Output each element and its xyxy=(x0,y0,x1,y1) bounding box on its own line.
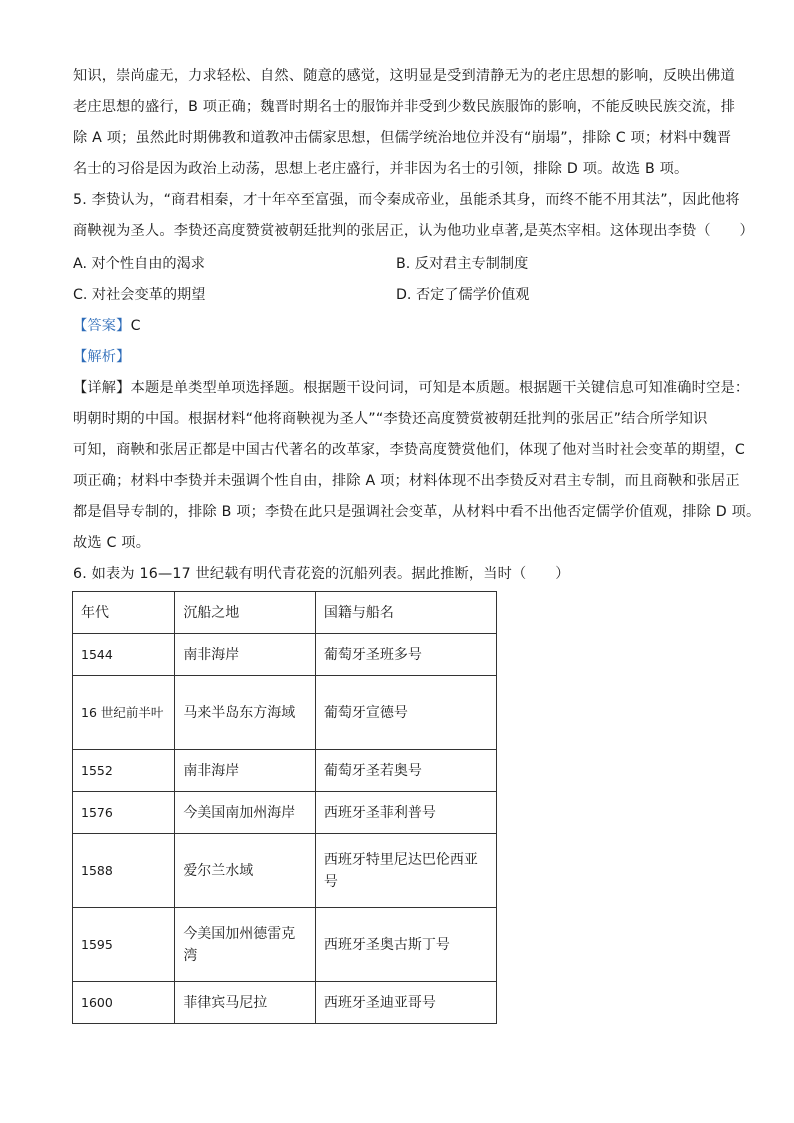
table-row xyxy=(73,676,497,750)
table-header-cell: 年代 xyxy=(73,592,175,634)
q5-detail-line: 故选 C 项。 xyxy=(73,535,151,551)
q5-option-a: A. 对个性自由的渴求 xyxy=(73,256,205,272)
table-row xyxy=(73,792,497,834)
analysis-continuation-line: 知识，崇尚虚无，力求轻松、自然、随意的感觉，这明显是受到清静无为的老庄思想的影响，反映出佛道 xyxy=(73,68,735,84)
table-cell-ship: 西班牙特里尼达巴伦西亚号 xyxy=(315,834,496,908)
q5-analysis-heading xyxy=(73,347,733,367)
table-cell-ship: 西班牙圣菲利普号 xyxy=(315,792,496,834)
q6-stem: 6. 如表为 16—17 世纪载有明代青花瓷的沉船列表。据此推断，当时（ ） xyxy=(73,566,570,582)
q5-answer xyxy=(73,316,733,336)
shipwreck-table xyxy=(72,591,497,1024)
table-cell-year: 16 世纪前半叶 xyxy=(73,676,175,750)
q5-option-c: C. 对社会变革的期望 xyxy=(73,287,206,303)
table-cell-ship: 西班牙圣奥古斯丁号 xyxy=(315,908,496,982)
table-cell-place: 爱尔兰水域 xyxy=(175,834,316,908)
table-cell-place: 南非海岸 xyxy=(175,634,316,676)
q5-detail-line: 都是倡导专制的，排除 B 项；李贽在此只是强调社会变革，从材料中看不出他否定儒学价值观，排除 D 项。 xyxy=(73,504,761,520)
analysis-continuation-line: 名士的习俗是因为政治上动荡，思想上老庄盛行，并非因为名士的引领，排除 D 项。故选 B 项。 xyxy=(73,161,689,177)
table-cell-year: 1600 xyxy=(73,982,175,1024)
analysis-continuation-line: 除 A 项；虽然此时期佛教和道教冲击儒家思想，但儒学统治地位并没有“崩塌”，排除 C 项；材料中魏晋 xyxy=(73,130,732,146)
q5-stem-line: 商鞅视为圣人。李贽还高度赞赏被朝廷批判的张居正，认为他功业卓著,是英杰宰相。这体现出李贽（ ） xyxy=(73,223,754,239)
table-row xyxy=(73,982,497,1024)
table-cell-place: 今美国南加州海岸 xyxy=(175,792,316,834)
table-cell-year: 1552 xyxy=(73,750,175,792)
table-header-cell: 国籍与船名 xyxy=(315,592,496,634)
table-cell-place: 南非海岸 xyxy=(175,750,316,792)
table-cell-ship: 葡萄牙圣班多号 xyxy=(315,634,496,676)
table-row xyxy=(73,908,497,982)
table-cell-year: 1588 xyxy=(73,834,175,908)
table-cell-ship: 葡萄牙宣德号 xyxy=(315,676,496,750)
table-cell-place: 菲律宾马尼拉 xyxy=(175,982,316,1024)
table-row xyxy=(73,750,497,792)
q5-detail-line: 项正确；材料中李贽并未强调个性自由，排除 A 项；材料体现不出李贽反对君主专制，而且商鞅和张居正 xyxy=(73,473,740,489)
table-cell-ship: 西班牙圣迪亚哥号 xyxy=(315,982,496,1024)
table-cell-year: 1595 xyxy=(73,908,175,982)
table-cell-place: 马来半岛东方海域 xyxy=(175,676,316,750)
detail-label: 【详解】 xyxy=(73,380,131,396)
table-cell-year: 1544 xyxy=(73,634,175,676)
q5-option-d: D. 否定了儒学价值观 xyxy=(396,287,530,303)
q5-stem-line: 5. 李贽认为，“商君相秦，才十年卒至富强，而令秦成帝业，虽能杀其身，而终不能不用其法”，因此他将 xyxy=(73,192,740,208)
q5-detail-line xyxy=(73,378,750,398)
analysis-label: 【解析】 xyxy=(73,349,131,365)
analysis-continuation-line: 老庄思想的盛行，B 项正确；魏晋时期名士的服饰并非受到少数民族服饰的影响，不能反映民族交流，排 xyxy=(73,99,736,115)
q5-detail-line: 可知，商鞅和张居正都是中国古代著名的改革家，李贽高度赞赏他们，体现了他对当时社会变革的期望，C xyxy=(73,442,745,458)
table-row xyxy=(73,634,497,676)
answer-label: 【答案】 xyxy=(73,318,131,334)
table-header-cell: 沉船之地 xyxy=(175,592,316,634)
q5-detail-line: 明朝时期的中国。根据材料“他将商鞅视为圣人”“李贽还高度赞赏被朝廷批判的张居正”结合所学知识 xyxy=(73,411,708,427)
table-cell-year: 1576 xyxy=(73,792,175,834)
answer-value: C xyxy=(130,318,141,334)
table-cell-ship: 葡萄牙圣若奥号 xyxy=(315,750,496,792)
table-header-row xyxy=(73,592,497,634)
table-row xyxy=(73,834,497,908)
q5-option-b: B. 反对君主专制制度 xyxy=(396,256,529,272)
detail-text: 本题是单类型单项选择题。根据题干设问词，可知是本质题。根据题干关键信息可知准确时空是： xyxy=(130,380,750,396)
table-cell-place: 今美国加州德雷克湾 xyxy=(175,908,316,982)
